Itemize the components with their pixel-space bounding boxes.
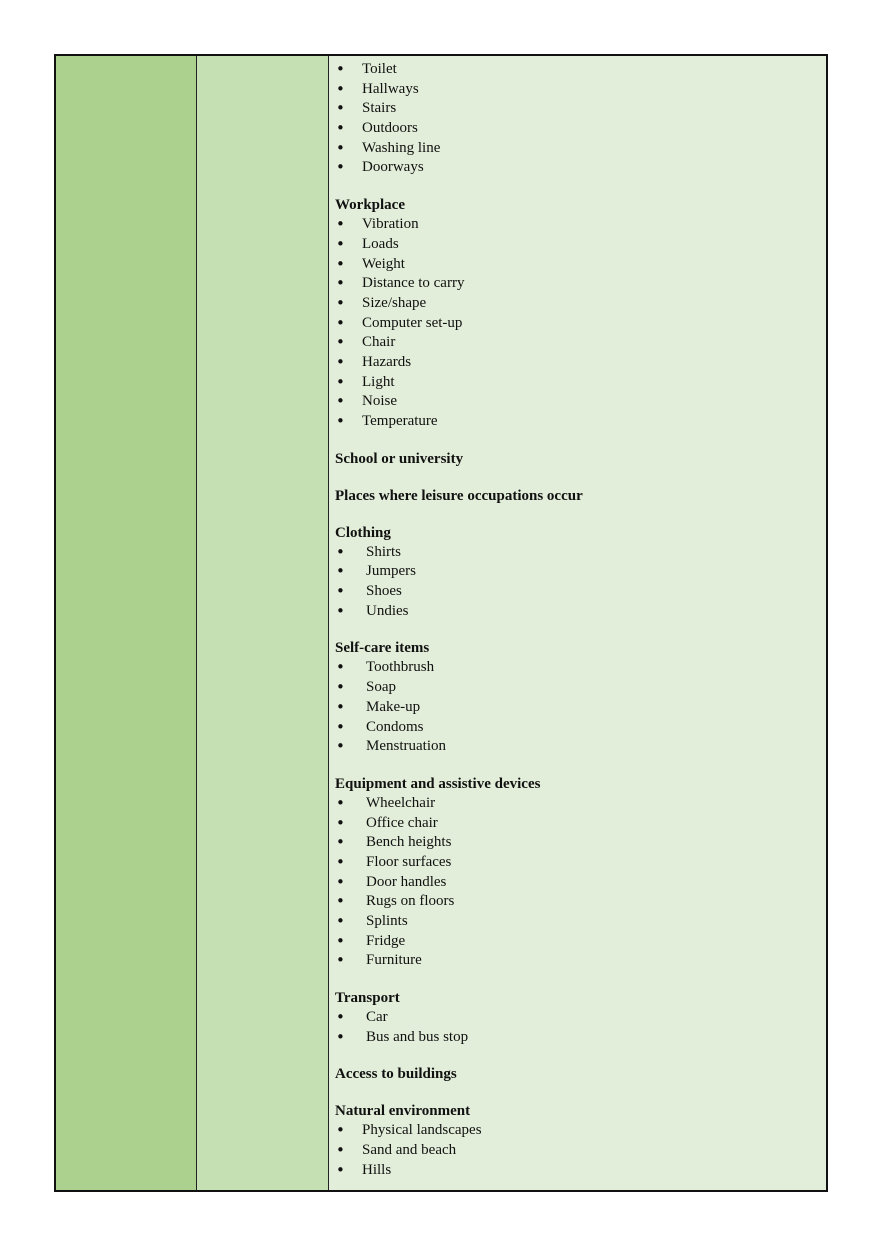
list-item: • Toothbrush — [335, 658, 826, 678]
list-item: • Noise — [335, 392, 826, 412]
list-item: • Computer set-up — [335, 314, 826, 334]
list-item: • Shirts — [335, 543, 826, 563]
content-table — [54, 54, 828, 1192]
list-item: • Shoes — [335, 582, 826, 602]
list-item: • Fridge — [335, 932, 826, 952]
list-item: • Sand and beach — [335, 1141, 826, 1161]
list-item: • Distance to carry — [335, 274, 826, 294]
list-item: • Loads — [335, 235, 826, 255]
list-item: • Washing line — [335, 139, 826, 159]
transport-list — [335, 1008, 826, 1047]
list-item: • Bus and bus stop — [335, 1028, 826, 1048]
access-heading: Access to buildings — [335, 1066, 457, 1083]
list-item: • Light — [335, 373, 826, 393]
natural-heading: Natural environment — [335, 1103, 471, 1120]
transport-heading: Transport — [335, 990, 400, 1007]
list-item: • Bench heights — [335, 833, 826, 853]
table-column-2 — [197, 56, 329, 1190]
equipment-heading: Equipment and assistive devices — [335, 775, 541, 792]
table-column-1 — [56, 56, 197, 1190]
list-item: • Wheelchair — [335, 794, 826, 814]
list-item: • Weight — [335, 255, 826, 275]
list-item: • Chair — [335, 333, 826, 353]
list-item: • Outdoors — [335, 119, 826, 139]
clothing-heading: Clothing — [335, 524, 391, 541]
list-item: • Soap — [335, 678, 826, 698]
table-column-3 — [329, 56, 826, 1190]
natural-list — [335, 1121, 826, 1180]
list-item: • Car — [335, 1008, 826, 1028]
list-item: • Undies — [335, 602, 826, 622]
self-care-list — [335, 658, 826, 756]
list-item: • Doorways — [335, 158, 826, 178]
list-item: • Size/shape — [335, 294, 826, 314]
self-care-heading: Self-care items — [335, 640, 430, 657]
list-item: • Floor surfaces — [335, 853, 826, 873]
list-item: • Hallways — [335, 80, 826, 100]
list-item: • Toilet — [335, 60, 826, 80]
list-item: • Splints — [335, 912, 826, 932]
list-item: • Jumpers — [335, 562, 826, 582]
list-item: • Temperature — [335, 412, 826, 432]
equipment-list — [335, 794, 826, 971]
continued-list — [335, 60, 826, 178]
list-item: • Hills — [335, 1161, 826, 1181]
list-item: • Physical landscapes — [335, 1121, 826, 1141]
workplace-heading: Workplace — [335, 197, 405, 214]
list-item: • Rugs on floors — [335, 892, 826, 912]
clothing-list — [335, 543, 826, 622]
list-item: • Menstruation — [335, 737, 826, 757]
list-item: • Hazards — [335, 353, 826, 373]
list-item: • Condoms — [335, 718, 826, 738]
list-item: • Door handles — [335, 873, 826, 893]
list-item: • Make-up — [335, 698, 826, 718]
list-item: • Furniture — [335, 951, 826, 971]
list-item: • Stairs — [335, 99, 826, 119]
list-item: • Office chair — [335, 814, 826, 834]
workplace-list — [335, 215, 826, 432]
school-heading: School or university — [335, 450, 464, 467]
list-item: • Vibration — [335, 215, 826, 235]
leisure-heading: Places where leisure occupations occur — [335, 487, 583, 504]
